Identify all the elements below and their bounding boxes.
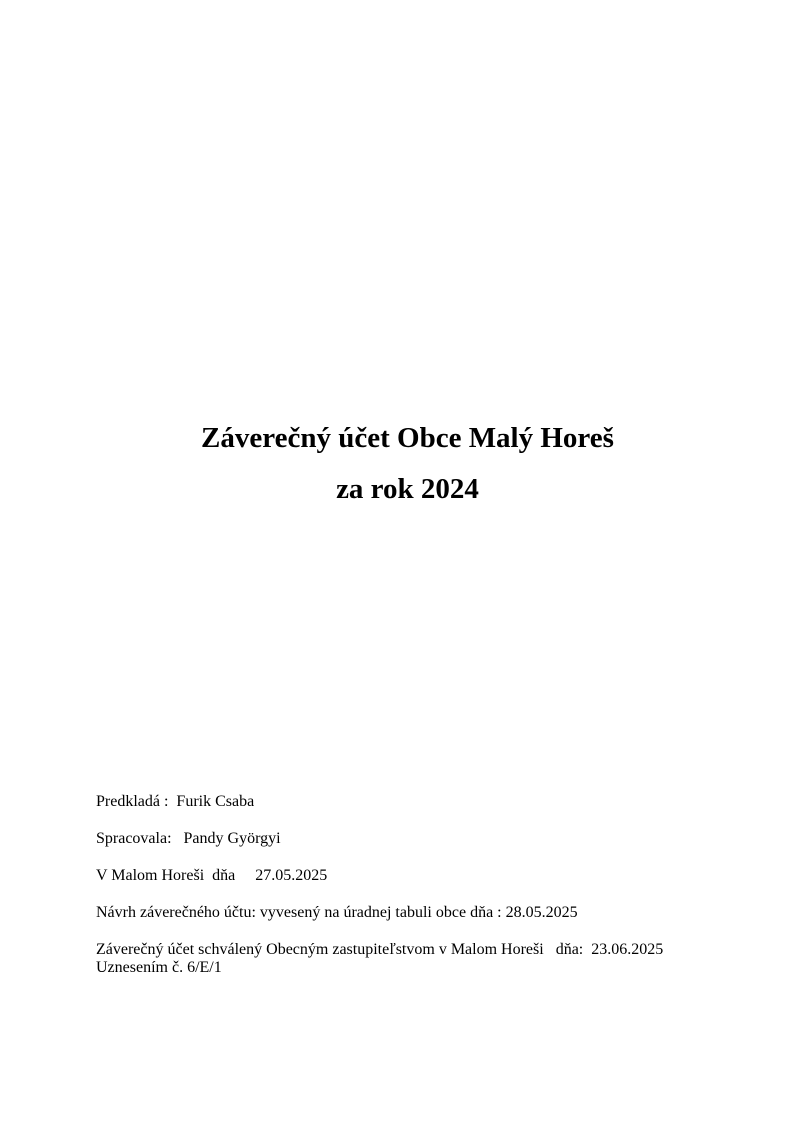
place-date-line bbox=[96, 867, 736, 885]
approval-date-value: 23.06.2025 bbox=[591, 941, 664, 958]
document-title: Záverečný účet Obce Malý Horeš bbox=[201, 422, 614, 454]
submitted-by-line bbox=[96, 793, 736, 811]
approval-date-label: dňa: bbox=[555, 941, 584, 958]
title-block bbox=[0, 420, 795, 507]
prepared-by-name: Pandy Györgyi bbox=[183, 830, 281, 847]
submitted-label: Predkladá : bbox=[96, 793, 169, 810]
approval-line bbox=[96, 941, 736, 959]
submitted-by-name: Furik Csaba bbox=[176, 793, 255, 810]
resolution-line: Uznesením č. 6/E/1 bbox=[96, 959, 222, 976]
document-subtitle-year: za rok 2024 bbox=[336, 473, 479, 505]
place-date-label: V Malom Horeši dňa bbox=[96, 867, 236, 884]
document-metadata bbox=[96, 793, 736, 977]
prepared-by-line bbox=[96, 830, 736, 848]
approval-text: Záverečný účet schválený Obecným zastupiteľstvom v Malom Horeši bbox=[96, 941, 544, 958]
prepared-label: Spracovala: bbox=[96, 830, 172, 847]
place-date-value: 27.05.2025 bbox=[255, 867, 328, 884]
draft-posted-line: Návrh záverečného účtu: vyvesený na úradnej tabuli obce dňa : 28.05.2025 bbox=[96, 904, 578, 921]
